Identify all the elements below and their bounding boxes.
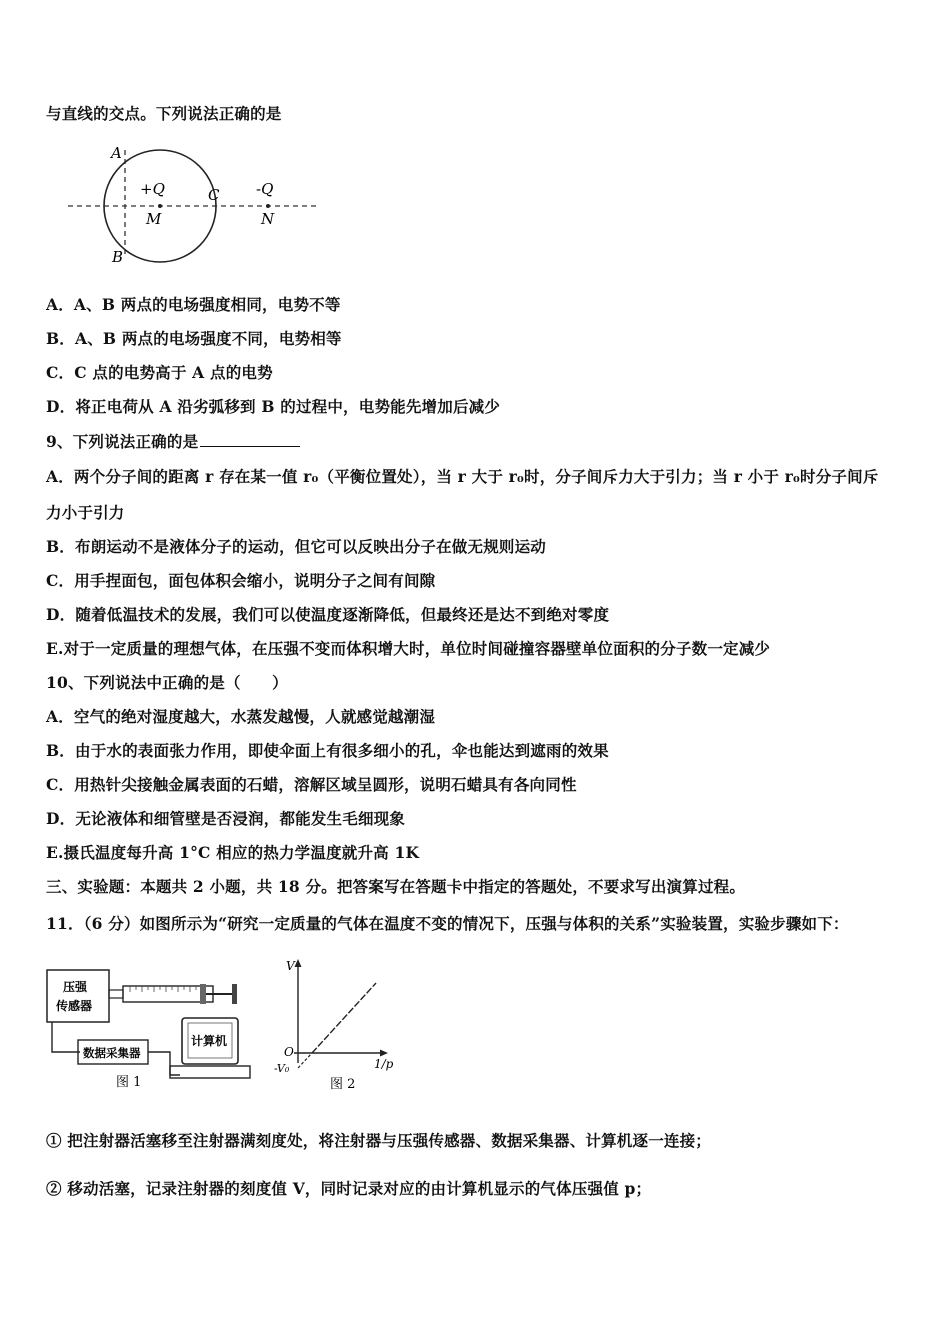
label-M: M [146,210,162,228]
q9-option-a-line2: 力小于引力 [46,503,125,522]
q9-option-b: B．布朗运动不是液体分子的运动，但它可以反映出分子在做无规则运动 [46,537,547,556]
q10-option-d: D．无论液体和细管壁是否浸润，都能发生毛细现象 [46,809,406,828]
p-axis-arrow [380,1050,388,1057]
answer-blank [200,445,300,447]
label-plus-q: +Q [140,180,165,198]
label-B: B [112,248,124,266]
computer-base [170,1066,250,1078]
v0-label: -V₀ [274,1062,290,1075]
sensor-label-line1: 压强 [63,980,88,994]
q10-option-a: A．空气的绝对湿度越大，水蒸发越慢，人就感觉越潮湿 [46,707,436,726]
sensor-label-line2: 传感器 [56,999,93,1013]
label-minus-q: -Q [256,180,274,198]
apparatus-figure [40,960,260,1095]
label-A: A [111,144,122,162]
extrapolated-line [298,1053,312,1068]
pressure-sensor-box [47,970,109,1022]
q8-option-c: C．C 点的电势高于 A 点的电势 [46,363,273,382]
syringe-flange [200,984,206,1004]
q8-option-d: D．将正电荷从 A 沿劣弧移到 B 的过程中，电势能先增加后减少 [46,397,501,416]
q11-step-2: ② 移动活塞，记录注射器的刻度值 V，同时记录对应的由计算机显示的气体压强值 p； [46,1179,652,1198]
q10-stem: 10、下列说法中正确的是（ ） [46,673,288,692]
q10-option-b: B．由于水的表面张力作用，即使伞面上有很多细小的孔，伞也能达到遮雨的效果 [46,741,609,760]
intro-text: 与直线的交点。下列说法正确的是 [46,104,282,123]
label-N: N [261,210,275,228]
syringe-nozzle [109,990,123,998]
collector-label: 数据采集器 [83,1046,141,1060]
q9-option-e: E.对于一定质量的理想气体，在压强不变而体积增大时，单位时间碰撞容器壁单位面积的分子数一定减少 [46,639,771,658]
v-axis-arrow [295,959,302,967]
q10-option-c: C．用热针尖接触金属表面的石蜡，溶解区域呈圆形，说明石蜡具有各向同性 [46,775,577,794]
section-3-header: 三、实验题：本题共 2 小题，共 18 分。把答案写在答题卡中指定的答题处，不要求写出演算过程。 [46,877,746,896]
q9-option-d: D．随着低温技术的发展，我们可以使温度逐渐降低，但最终还是达不到绝对零度 [46,605,610,624]
q8-option-b: B．A、B 两点的电场强度不同，电势相等 [46,329,342,348]
q11-stem: 11．（6 分）如图所示为“研究一定质量的气体在温度不变的情况下，压强与体积的关系”实验装置，实验步骤如下： [46,914,849,933]
v-vs-inverse-p-graph [272,955,402,1095]
point-N [266,204,270,208]
computer-label: 计算机 [191,1034,228,1048]
q11-step-1: ① 把注射器活塞移至注射器满刻度处，将注射器与压强传感器、数据采集器、计算机逐一连接； [46,1131,711,1150]
syringe-scale [130,986,196,992]
v-axis-label: V [286,959,295,973]
q10-option-e: E.摄氏温度每升高 1°C 相应的热力学温度就升高 1K [46,843,420,862]
figure2-caption: 图 2 [330,1077,356,1092]
cable-collector-computer [148,1052,180,1075]
data-line [312,983,376,1053]
cable-sensor-collector [52,1022,80,1052]
q9-option-a-line1: A．两个分子间的距离 r 存在某一值 r₀（平衡位置处），当 r 大于 r₀时，分子间斥力大于引力；当 r 小于 r₀时分子间斥 [46,467,879,486]
q9-option-c: C．用手捏面包，面包体积会缩小，说明分子之间有间隙 [46,571,436,590]
origin-label: O [284,1045,294,1059]
q9-stem [46,430,300,452]
plunger-handle [232,984,237,1004]
q8-option-a: A．A、B 两点的电场强度相同，电势不等 [46,295,341,314]
point-M [158,204,162,208]
label-C: C [208,186,220,204]
electric-field-figure [60,138,330,268]
q9-stem-text: 9、下列说法正确的是 [46,432,199,451]
figure1-caption: 图 1 [116,1075,142,1090]
p-axis-label: 1/p [374,1057,394,1071]
syringe-barrel [123,986,213,1002]
